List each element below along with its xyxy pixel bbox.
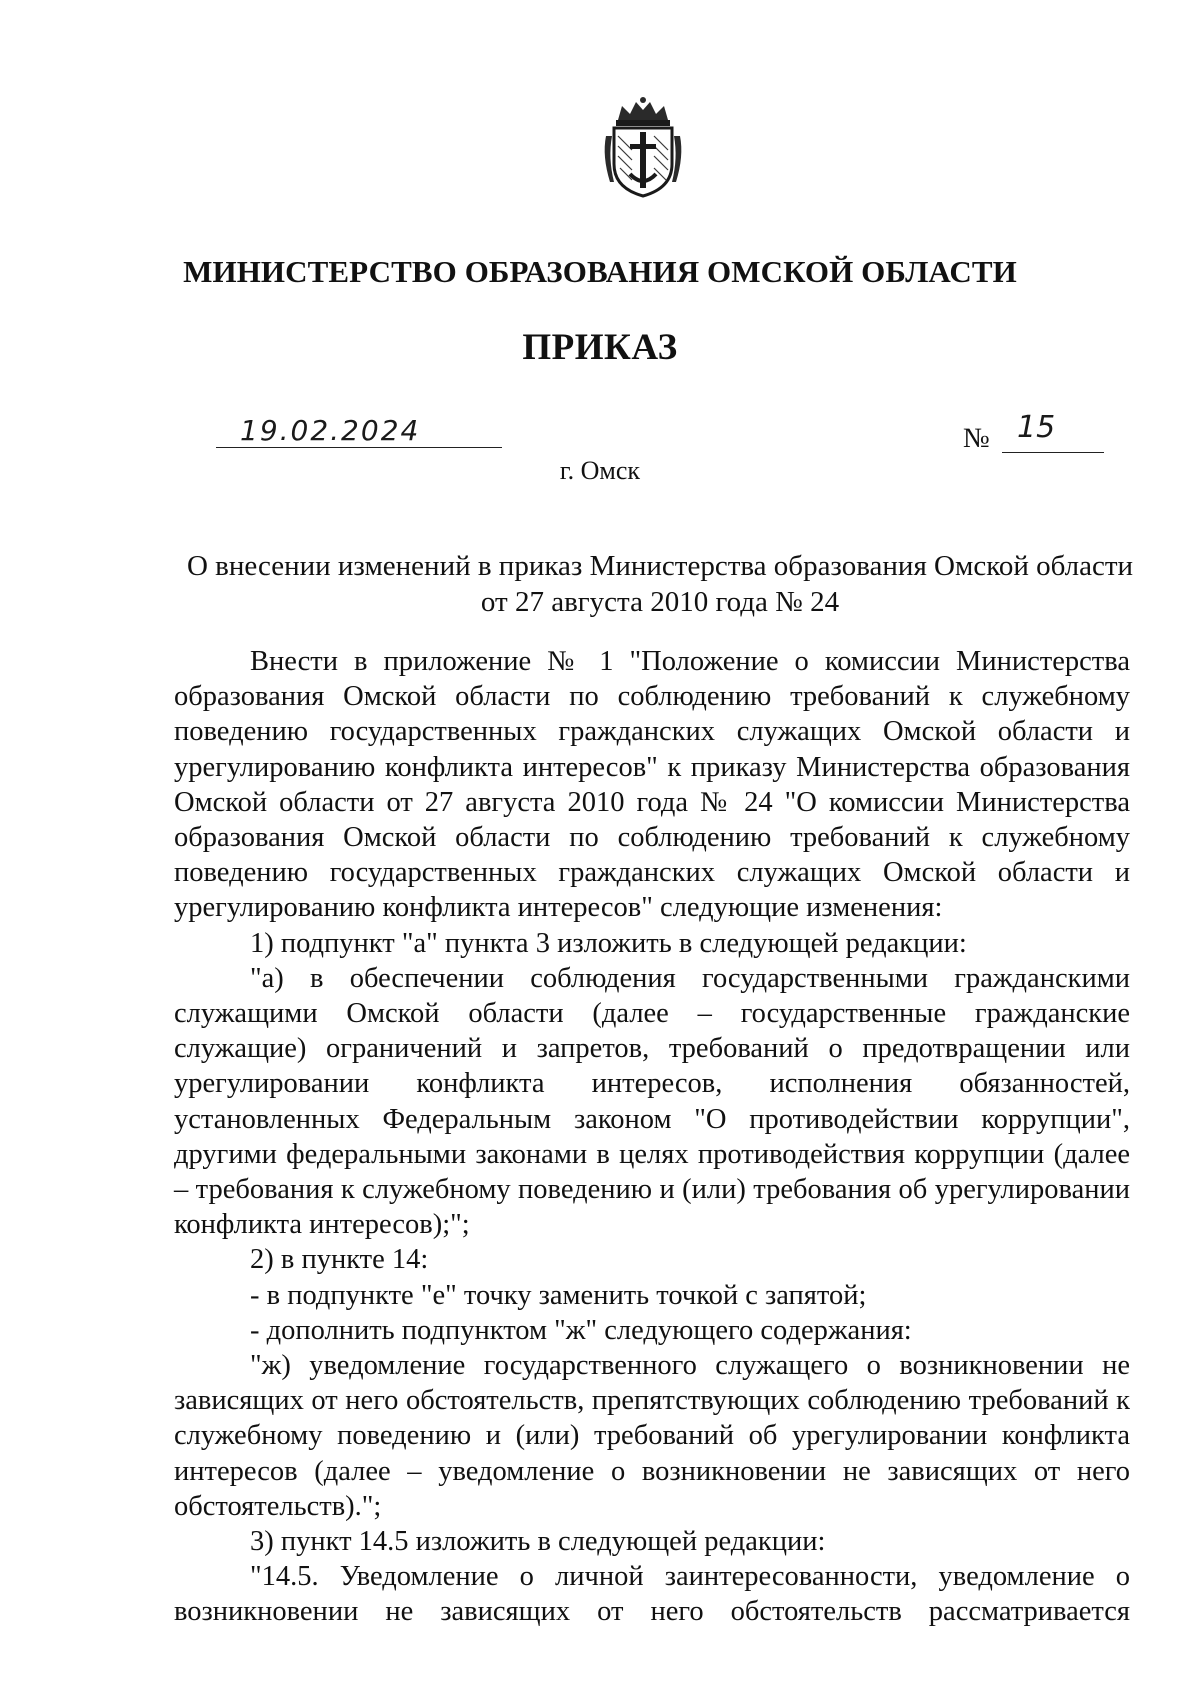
subject-line-2: от 27 августа 2010 года № 24 [480, 586, 840, 618]
document-type: ПРИКАЗ [522, 327, 678, 368]
document-date: 19.02.2024 [240, 414, 421, 447]
body-paragraph: Внести в приложение № 1 "Положение о комиссии Министерства образования Омской области по соблюдению требований к служебному поведению государственных гражданских служащих Омской области и урегулированию конфликта интересов" к приказу Министерства образования Омской области от 27 августа 2010 года № 24 "О комиссии Министерства образования Омской области по соблюдению требований к служебному поведению государственных гражданских служащих Омской области и урегулированию конфликта интересов" следующие изменения: [174, 646, 1130, 924]
document-body [174, 644, 1130, 1630]
omsk-coat-of-arms-icon [600, 96, 686, 198]
ministry-name: МИНИСТЕРСТВО ОБРАЗОВАНИЯ ОМСКОЙ ОБЛАСТИ [183, 254, 1017, 289]
document-subject [120, 548, 1200, 620]
date-underline [216, 447, 502, 448]
body-paragraph: "а) в обеспечении соблюдения государственными гражданскими служащими Омской области (далее – государственные гражданские служащие) ограничений и запретов, требований о предотвращении или урегулировании конфликта интересов, исполнения обязанностей, установленных Федеральным законом "О противодействии коррупции", другими федеральными законами в целях противодействия коррупции (далее – требования к служебному поведению и (или) требования об урегулировании конфликта интересов);"; [174, 962, 1130, 1241]
body-paragraph: 1) подпункт "а" пункта 3 изложить в следующей редакции: [250, 927, 967, 959]
number-underline [1002, 452, 1104, 453]
city: г. Омск [559, 456, 641, 485]
body-paragraph: - в подпункте "е" точку заменить точкой с запятой; [250, 1279, 867, 1311]
document-number: 15 [1017, 410, 1056, 445]
number-label: № [963, 423, 990, 454]
body-paragraph: 2) в пункте 14: [250, 1244, 429, 1276]
body-paragraph: - дополнить подпунктом "ж" следующего содержания: [250, 1314, 912, 1346]
body-paragraph: "14.5. Уведомление о личной заинтересованности, уведомление о возникновении не зависящих от него обстоятельств рассматривается [174, 1561, 1130, 1628]
body-paragraph: 3) пункт 14.5 изложить в следующей редакции: [250, 1526, 826, 1558]
body-paragraph: "ж) уведомление государственного служащего о возникновении не зависящих от него обстоятельств, препятствующих соблюдению требований к служебному поведению и (или) требований об урегулировании конфликта интересов (далее – уведомление о возникновении не зависящих от него обстоятельств)."; [174, 1350, 1130, 1522]
subject-line-1: О внесении изменений в приказ Министерства образования Омской области [186, 550, 1134, 582]
